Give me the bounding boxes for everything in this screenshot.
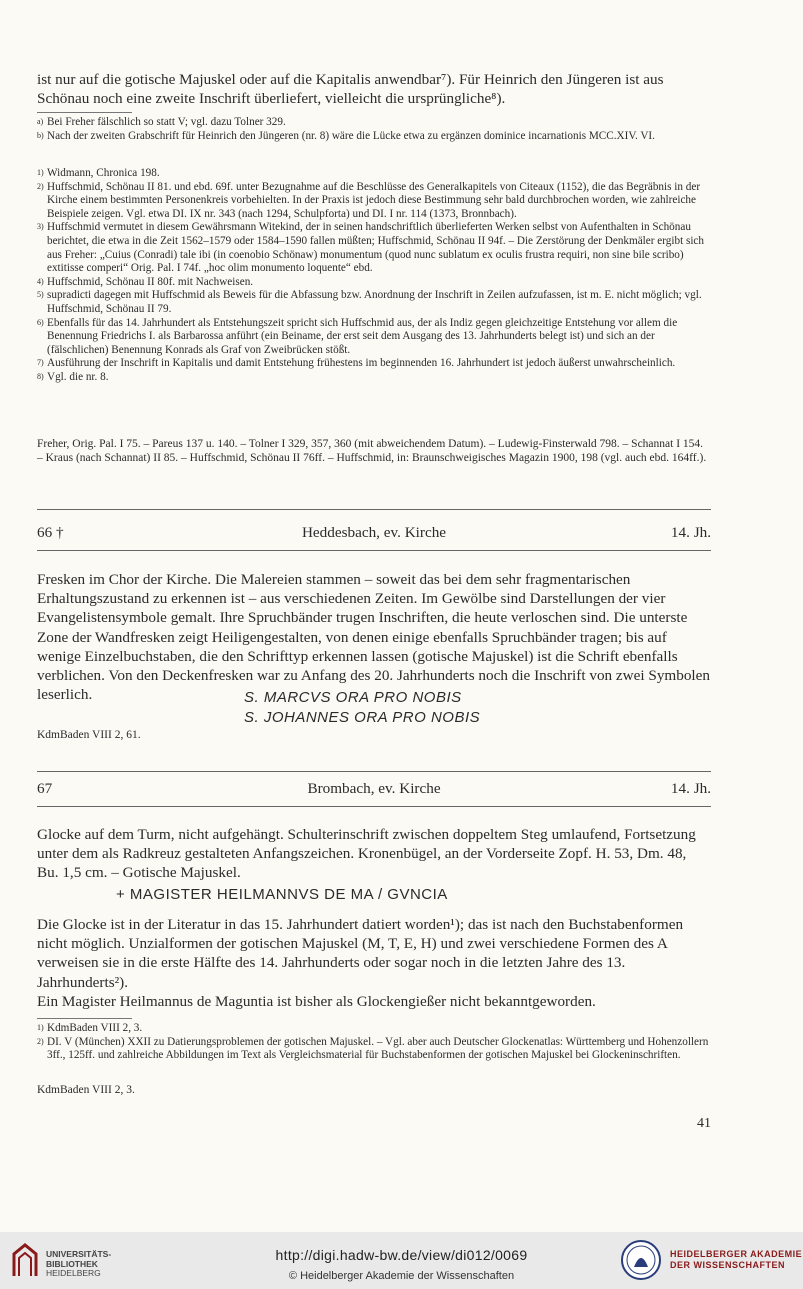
entry-place: Heddesbach, ev. Kirche: [301, 524, 447, 541]
entry-67-text: Glocke auf dem Turm, nicht aufgehängt. Schulterinschrift zwischen doppeltem Steg umlaufend, Fortsetzung unter dem als Radkreuz gestalteten Anfangszeichen. Kronenbügel, an der Vorderseite Zopf. H. 53, Dm. 48, Bu. 1,5 cm. – Gotische Majuskel.: [37, 826, 696, 882]
footnote: 3) Huffschmid vermutet in diesem Gewährsmann Witekind, der in seinen handschriftlich überlieferten Werken selbst von Aufenthalten in Schönau berichtet, die etwa in die Zeit 1562–1579 oder 1584–1590 fallen müßten; Huffschmid, Schönau II 94f. – Die Zerstörung der Denkmäler ergibt sich aus Freher: „Cuius (Conradi) tale ibi (in coenobio Schönaw) monumentum (quod nunc sublatum ex oculis frustra requiri, non sine bile scribo) extitisse comperi“ Orig. Pal. I 74f. „hoc olim monumento loquente“ ebd.: [37, 221, 704, 275]
academy-logo[interactable]: HEIDELBERGER AKADEMIE DER WISSENSCHAFTEN: [670, 1249, 803, 1270]
entry-67-discussion: Die Glocke ist in der Literatur in das 15. Jahrhundert datiert worden¹); das ist nach den Buchstabenformen nicht möglich. Unzialformen der gotischen Majuskel (M, T, E, H) und zwei verschiedene Formen des A verweisen sie in die erste Hälfte des 14. Jahrhunderts oder sogar noch in die letzten Jahre des 13. Jahrhunderts²). Ein Magister Heilmannus de Maguntia ist bisher als Glockengießer nicht bekanntgeworden.: [37, 916, 684, 1010]
entry-number: 66 †: [37, 524, 64, 541]
entry-67-footnotes: [37, 1022, 711, 1063]
footnote-divider: [37, 1018, 132, 1019]
entry-divider: [37, 806, 711, 807]
academy-seal-icon: [620, 1239, 662, 1281]
footnote: 2) Huffschmid, Schönau II 81. und ebd. 69f. unter Bezugnahme auf die Beschlüsse des Generalkapitels von Citeaux (1152), die das Begräbnis in der Kirche einem bestimmten Personenkreis vorbehielten. In der Praxis ist jedoch diese Bestimmung sehr bald durchbrochen worden, wie zahlreiche Beispiele zeigen. Vgl. etwa DI. IX nr. 343 (nach 1294, Schulpforta) und DI. I nr. 114 (1373, Bronnbach).: [37, 180, 701, 220]
entry-number: 67: [37, 780, 53, 797]
footnote: 4) Huffschmid, Schönau II 80f. mit Nachweisen.: [37, 275, 254, 288]
entry-divider: [37, 771, 711, 772]
footnote: 7) Ausführung der Inschrift in Kapitalis und damit Entstehung frühestens im beginnenden 16. Jahrhundert ist jedoch äußerst unwahrscheinlich.: [37, 357, 676, 370]
inscription-line: S. JOHANNES ORA PRO NOBIS: [244, 709, 481, 726]
sources-paragraph: Freher, Orig. Pal. I 75. – Pareus 137 u. 140. – Tolner I 329, 357, 360 (mit abweichendem Datum). – Ludewig-Finsterwald 798. – Schannat I 154. – Kraus (nach Schannat) II 85. – Huffschmid, Schönau II 76ff. – Huffschmid, in: Braunschweigisches Magazin 1900, 198 (vgl. auch ebd. 164ff.).: [37, 438, 707, 464]
copyright-notice: © Heidelberger Akademie der Wissenschaften: [288, 1270, 515, 1282]
letter-notes: [37, 116, 711, 143]
letter-note: b) Nach der zweiten Grabschrift für Heinrich den Jüngeren (nr. 8) wäre die Lücke etwa zu ergänzen dominice incarnationis MCC.XIV. VI.: [37, 129, 655, 142]
permalink[interactable]: http://digi.hadw-bw.de/view/di012/0069: [275, 1247, 528, 1263]
entry-divider: [37, 509, 711, 510]
university-library-logo[interactable]: UNIVERSITÄTS- BIBLIOTHEK HEIDELBERG: [46, 1249, 112, 1278]
viewer-footer: [0, 1232, 803, 1289]
bell-inscription: + MAGISTER HEILMANNVS DE MA / GVNCIA: [116, 886, 448, 903]
page-number: 41: [697, 1116, 711, 1131]
footnote: 1) KdmBaden VIII 2, 3.: [37, 1022, 143, 1034]
intro-paragraph: ist nur auf die gotische Majuskel oder auf die Kapitalis anwendbar⁷). Für Heinrich den Jüngeren ist aus Schönau noch eine zweite Inschrift überliefert, vielleicht die ursprüngliche⁸).: [37, 71, 664, 108]
entry-century: 14. Jh.: [670, 524, 711, 541]
inscription-line: S. MARCVS ORA PRO NOBIS: [244, 689, 462, 706]
footnote: 6) Ebenfalls für das 14. Jahrhundert als Entstehungszeit spricht sich Huffschmid aus, der als Indiz gegen gleichzeitige Entstehung vor allem die Benennung Friedrichs I. als Barbarossa anführt (ein Beiname, der erst seit dem Ausgang des 13. Jahrhunderts belegt ist) und sich an der (fälschlichen) Benennung Konrads als Graf von Zweibrücken stößt.: [37, 316, 678, 356]
entry-divider: [37, 550, 711, 551]
footnote: 5) supradicti dagegen mit Huffschmid als Beweis für die Abfassung bzw. Anordnung der Inschrift in Zeilen aufzufassen, ist m. E. nicht möglich; vgl. Huffschmid, Schönau II 79.: [37, 289, 702, 315]
entry-66-text: Fresken im Chor der Kirche. Die Malereien stammen – soweit das bei dem sehr fragmentarischen Erhaltungszustand zu erkennen ist – aus verschiedenen Zeiten. Im Gewölbe sind Darstellungen der vier Evangelistensymbole gemalt. Ihre Spruchbänder trugen Inschriften, die heute verloschen sind. Die unterste Zone der Wandfresken zeigt Heiligengestalten, von denen einige ebenfalls Spruchbänder tragen; bis auf wenige Einzelbuchstaben, die den Schrifttyp erkennen lassen (gotische Majuskel) ist die Schrift ebenfalls verblichen. Von den Deckenfresken war zu Anfang des 20. Jahrhunderts noch die Inschrift von zwei Symbolen leserlich.: [37, 571, 710, 704]
footnote: 2) DI. V (München) XXII zu Datierungsproblemen der gotischen Majuskel. – Vgl. aber auch Deutscher Glockenatlas: Württemberg und Hohenzollern 3ff., 125ff. und zahlreiche Abbildungen im Text als Vergleichsmaterial für Buchstabenformen der gotischen Majuskel bei Glockeninschriften.: [37, 1035, 709, 1062]
footnote: 1) Widmann, Chronica 198.: [37, 167, 160, 179]
footnotes: [37, 167, 711, 385]
letter-note: a) Bei Freher fälschlich so statt V; vgl. dazu Tolner 329.: [37, 116, 286, 128]
footnote: 8) Vgl. die nr. 8.: [37, 370, 109, 383]
entry-67-source: KdmBaden VIII 2, 3.: [37, 1084, 135, 1096]
entry-66-source: KdmBaden VIII 2, 61.: [37, 729, 141, 741]
entry-place: Brombach, ev. Kirche: [307, 780, 441, 797]
entry-century: 14. Jh.: [670, 780, 711, 797]
footnote-divider: [37, 112, 132, 113]
